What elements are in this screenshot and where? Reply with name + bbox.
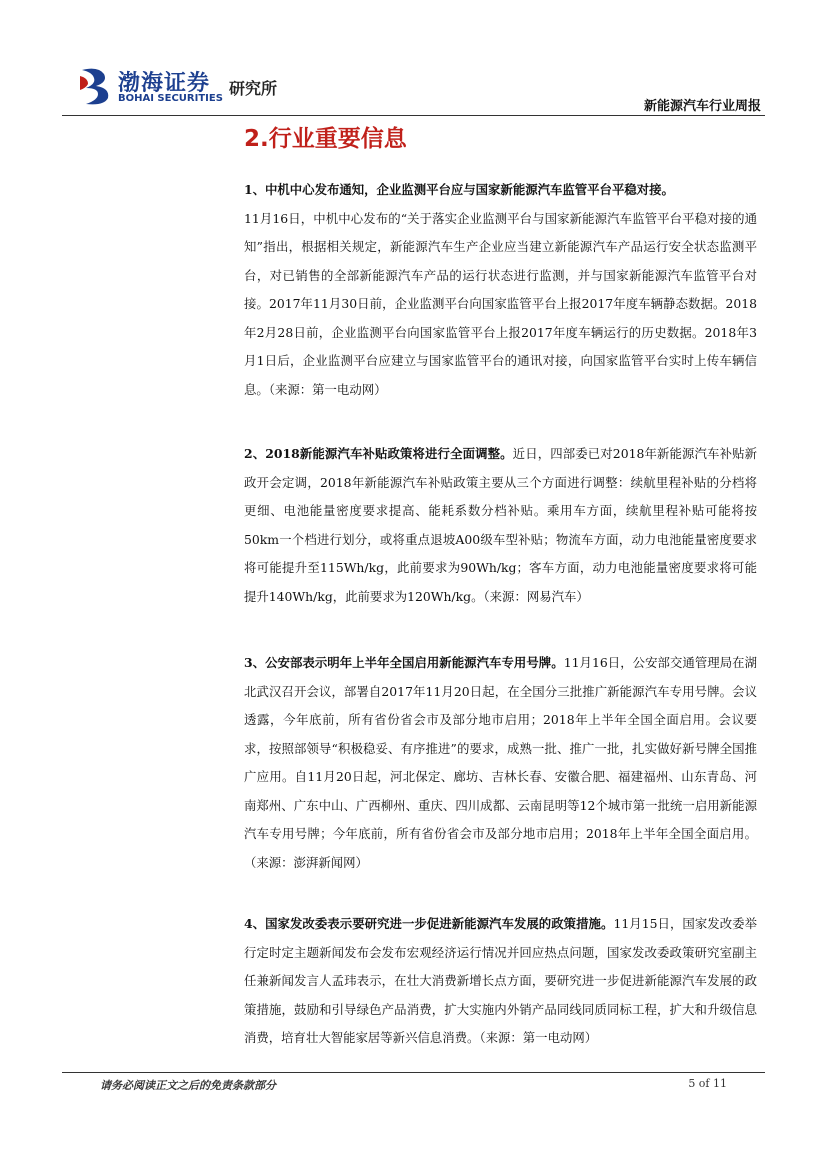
news-item-body: 11月16日，中机中心发布的“关于落实企业监测平台与国家新能源汽车监管平台平稳对接的通知”指出，根据相关规定，新能源汽车生产企业应当建立新能源汽车产品运行安全状态监测平台，对已销售的全部新能源汽车产品的运行状态进行监测，并与国家新能源汽车监管平台对接。2017年11月30日前，企业监测平台向国家监管平台上报2017年度车辆静态数据。2018年2月28日前，企业监测平台向国家监管平台上报2017年度车辆运行的历史数据。2018年3月1日后，企业监测平台应建立与国家监管平台的通讯对接，向国家监管平台实时上传车辆信息。（来源：第一电动网） (244, 210, 757, 397)
logo-chinese-name: 渤海证券 (118, 71, 211, 96)
news-item-body: 11月15日，国家发改委举行定时定主题新闻发布会发布宏观经济运行情况并回应热点问题，国家发改委政策研究室副主任兼新闻发言人孟玮表示，在壮大消费新增长点方面，要研究进一步促进新能源汽车发展的政策措施，鼓励和引导绿色产品消费，扩大实施内外销产品同线同质同标工程，扩大和升级信息消费，培育壮大智能家居等新兴信息消费。（来源：第一电动网） (244, 916, 757, 1045)
news-item (244, 910, 757, 1053)
company-logo (78, 66, 223, 106)
section-title: 2.行业重要信息 (244, 126, 407, 152)
institute-label: 研究所 (229, 79, 278, 98)
news-item (244, 440, 757, 611)
page-number: 5 of 11 (688, 1077, 727, 1090)
header-divider (62, 115, 765, 116)
disclaimer-note: 请务必阅读正文之后的免责条款部分 (100, 1079, 276, 1092)
news-item (244, 649, 757, 877)
bohai-logo-icon (78, 66, 114, 106)
news-item-headline: 2、2018新能源汽车补贴政策将进行全面调整。 (244, 446, 513, 461)
news-item-headline: 4、国家发改委表示要研究进一步促进新能源汽车发展的政策措施。 (244, 916, 614, 931)
news-item-body: 近日，四部委已对2018年新能源汽车补贴新政开会定调，2018年新能源汽车补贴政策主要从三个方面进行调整：续航里程补贴的分档将更细、电池能量密度要求提高、能耗系数分档补贴。乘用车方面，续航里程补贴可能将按50km一个档进行划分，或将重点退坡A00级车型补贴；物流车方面，动力电池能量密度要求将可能提升至115Wh/kg，此前要求为90Wh/kg；客车方面，动力电池能量密度要求将可能提升140Wh/kg，此前要求为120Wh/kg。（来源：网易汽车） (244, 446, 757, 604)
news-item-body: 11月16日，公安部交通管理局在湖北武汉召开会议，部署自2017年11月20日起，在全国分三批推广新能源汽车专用号牌。会议透露，今年底前，所有省份省会市及部分地市启用；2018年上半年全国全面启用。会议要求，按照部领导“积极稳妥、有序推进”的要求，成熟一批、推广一批，扎实做好新号牌全国推广应用。自11月20日起，河北保定、廊坊、吉林长春、安徽合肥、福建福州、山东青岛、河南郑州、广东中山、广西柳州、重庆、四川成都、云南昆明等12个城市第一批统一启用新能源汽车专用号牌；今年底前，所有省份省会市及部分地市启用；2018年上半年全国全面启用。（来源：澎湃新闻网） (244, 655, 757, 870)
report-name: 新能源汽车行业周报 (643, 99, 761, 114)
logo-english-name: BOHAI SECURITIES (118, 93, 223, 104)
news-item (244, 176, 757, 404)
news-item-headline: 3、公安部表示明年上半年全国启用新能源汽车专用号牌。 (244, 655, 564, 670)
footer-divider (62, 1072, 765, 1073)
news-item-headline: 1、中机中心发布通知，企业监测平台应与国家新能源汽车监管平台平稳对接。 (244, 182, 674, 197)
